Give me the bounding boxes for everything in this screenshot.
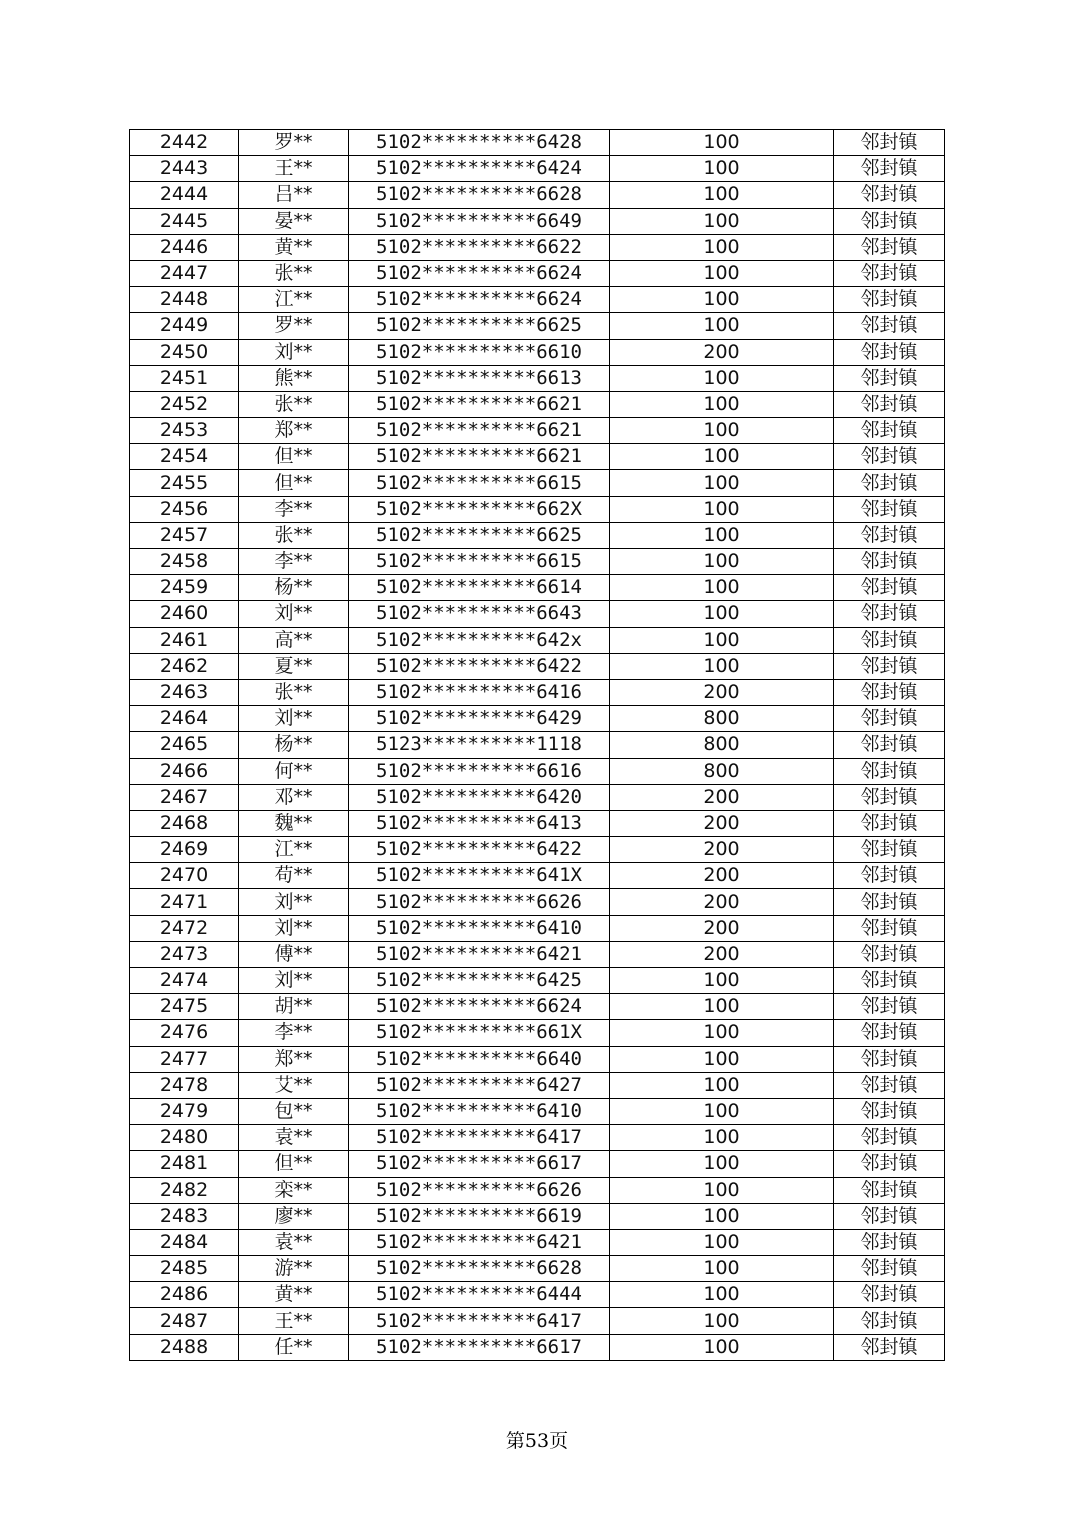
person-name-cell: 王** — [239, 156, 349, 182]
table-row — [130, 994, 945, 1020]
row-number-cell: 2455 — [130, 470, 239, 496]
person-name-cell: 李** — [239, 549, 349, 575]
row-number-cell: 2470 — [130, 863, 239, 889]
row-number-cell: 2450 — [130, 339, 239, 365]
table-row — [130, 968, 945, 994]
table-row — [130, 470, 945, 496]
town-cell: 邻封镇 — [834, 784, 945, 810]
town-cell: 邻封镇 — [834, 1203, 945, 1229]
town-cell: 邻封镇 — [834, 679, 945, 705]
table-row — [130, 496, 945, 522]
row-number-cell: 2443 — [130, 156, 239, 182]
row-number-cell: 2474 — [130, 968, 239, 994]
town-cell: 邻封镇 — [834, 1020, 945, 1046]
amount-cell: 100 — [610, 234, 834, 260]
id-number-cell: 5102**********6619 — [349, 1203, 610, 1229]
person-name-cell: 杨** — [239, 732, 349, 758]
table-row — [130, 758, 945, 784]
town-cell: 邻封镇 — [834, 365, 945, 391]
amount-cell: 100 — [610, 156, 834, 182]
person-name-cell: 罗** — [239, 313, 349, 339]
row-number-cell: 2477 — [130, 1046, 239, 1072]
id-number-cell: 5123**********1118 — [349, 732, 610, 758]
town-cell: 邻封镇 — [834, 837, 945, 863]
row-number-cell: 2481 — [130, 1151, 239, 1177]
town-cell: 邻封镇 — [834, 915, 945, 941]
amount-cell: 100 — [610, 653, 834, 679]
id-number-cell: 5102**********6624 — [349, 994, 610, 1020]
table-row — [130, 1151, 945, 1177]
amount-cell: 100 — [610, 549, 834, 575]
table-row — [130, 784, 945, 810]
amount-cell: 100 — [610, 1282, 834, 1308]
row-number-cell: 2451 — [130, 365, 239, 391]
id-number-cell: 5102**********6422 — [349, 837, 610, 863]
amount-cell: 800 — [610, 758, 834, 784]
town-cell: 邻封镇 — [834, 130, 945, 156]
amount-cell: 100 — [610, 444, 834, 470]
person-name-cell: 但** — [239, 1151, 349, 1177]
table-row — [130, 1203, 945, 1229]
id-number-cell: 5102**********6621 — [349, 444, 610, 470]
row-number-cell: 2452 — [130, 391, 239, 417]
table-row — [130, 260, 945, 286]
town-cell: 邻封镇 — [834, 418, 945, 444]
amount-cell: 100 — [610, 994, 834, 1020]
person-name-cell: 王** — [239, 1308, 349, 1334]
row-number-cell: 2464 — [130, 706, 239, 732]
table-row — [130, 549, 945, 575]
table-row — [130, 365, 945, 391]
table-row — [130, 391, 945, 417]
row-number-cell: 2448 — [130, 287, 239, 313]
town-cell: 邻封镇 — [834, 1229, 945, 1255]
person-name-cell: 江** — [239, 837, 349, 863]
amount-cell: 200 — [610, 941, 834, 967]
amount-cell: 100 — [610, 287, 834, 313]
table-row — [130, 156, 945, 182]
id-number-cell: 5102**********6649 — [349, 208, 610, 234]
row-number-cell: 2456 — [130, 496, 239, 522]
amount-cell: 100 — [610, 968, 834, 994]
table-row — [130, 1098, 945, 1124]
amount-cell: 200 — [610, 915, 834, 941]
town-cell: 邻封镇 — [834, 732, 945, 758]
row-number-cell: 2467 — [130, 784, 239, 810]
town-cell: 邻封镇 — [834, 1072, 945, 1098]
person-name-cell: 刘** — [239, 339, 349, 365]
town-cell: 邻封镇 — [834, 863, 945, 889]
person-name-cell: 栾** — [239, 1177, 349, 1203]
amount-cell: 100 — [610, 1177, 834, 1203]
person-name-cell: 张** — [239, 260, 349, 286]
id-number-cell: 5102**********6425 — [349, 968, 610, 994]
amount-cell: 100 — [610, 1046, 834, 1072]
table-row — [130, 601, 945, 627]
amount-cell: 200 — [610, 837, 834, 863]
person-name-cell: 邓** — [239, 784, 349, 810]
id-number-cell: 5102**********6621 — [349, 391, 610, 417]
table-row — [130, 444, 945, 470]
id-number-cell: 5102**********6427 — [349, 1072, 610, 1098]
person-name-cell: 胡** — [239, 994, 349, 1020]
table-row — [130, 1256, 945, 1282]
id-number-cell: 5102**********662X — [349, 496, 610, 522]
table-row — [130, 837, 945, 863]
town-cell: 邻封镇 — [834, 810, 945, 836]
town-cell: 邻封镇 — [834, 1256, 945, 1282]
id-number-cell: 5102**********6615 — [349, 470, 610, 496]
amount-cell: 100 — [610, 1203, 834, 1229]
id-number-cell: 5102**********6429 — [349, 706, 610, 732]
town-cell: 邻封镇 — [834, 391, 945, 417]
table-row — [130, 653, 945, 679]
person-name-cell: 张** — [239, 391, 349, 417]
row-number-cell: 2479 — [130, 1098, 239, 1124]
table-body — [130, 130, 945, 1361]
table-row — [130, 1282, 945, 1308]
row-number-cell: 2458 — [130, 549, 239, 575]
amount-cell: 100 — [610, 1334, 834, 1360]
row-number-cell: 2465 — [130, 732, 239, 758]
id-number-cell: 5102**********642x — [349, 627, 610, 653]
table-row — [130, 208, 945, 234]
person-name-cell: 包** — [239, 1098, 349, 1124]
id-number-cell: 5102**********6613 — [349, 365, 610, 391]
table-row — [130, 1308, 945, 1334]
town-cell: 邻封镇 — [834, 994, 945, 1020]
table-row — [130, 941, 945, 967]
table-row — [130, 1229, 945, 1255]
amount-cell: 200 — [610, 784, 834, 810]
id-number-cell: 5102**********641X — [349, 863, 610, 889]
town-cell: 邻封镇 — [834, 156, 945, 182]
table-row — [130, 679, 945, 705]
row-number-cell: 2483 — [130, 1203, 239, 1229]
id-number-cell: 5102**********6625 — [349, 522, 610, 548]
id-number-cell: 5102**********6410 — [349, 915, 610, 941]
id-number-cell: 5102**********6444 — [349, 1282, 610, 1308]
table-row — [130, 889, 945, 915]
id-number-cell: 5102**********6410 — [349, 1098, 610, 1124]
id-number-cell: 5102**********6625 — [349, 313, 610, 339]
table-row — [130, 915, 945, 941]
town-cell: 邻封镇 — [834, 234, 945, 260]
person-name-cell: 艾** — [239, 1072, 349, 1098]
town-cell: 邻封镇 — [834, 968, 945, 994]
amount-cell: 100 — [610, 522, 834, 548]
person-name-cell: 高** — [239, 627, 349, 653]
amount-cell: 100 — [610, 627, 834, 653]
table-row — [130, 627, 945, 653]
amount-cell: 100 — [610, 1020, 834, 1046]
amount-cell: 100 — [610, 208, 834, 234]
id-number-cell: 5102**********6422 — [349, 653, 610, 679]
amount-cell: 100 — [610, 365, 834, 391]
table-row — [130, 339, 945, 365]
town-cell: 邻封镇 — [834, 549, 945, 575]
person-name-cell: 黄** — [239, 234, 349, 260]
row-number-cell: 2487 — [130, 1308, 239, 1334]
amount-cell: 100 — [610, 260, 834, 286]
amount-cell: 100 — [610, 182, 834, 208]
amount-cell: 100 — [610, 496, 834, 522]
amount-cell: 100 — [610, 1256, 834, 1282]
person-name-cell: 但** — [239, 444, 349, 470]
table-row — [130, 1334, 945, 1360]
person-name-cell: 晏** — [239, 208, 349, 234]
id-number-cell: 5102**********6628 — [349, 182, 610, 208]
id-number-cell: 5102**********6626 — [349, 1177, 610, 1203]
person-name-cell: 但** — [239, 470, 349, 496]
table-row — [130, 575, 945, 601]
id-number-cell: 5102**********6610 — [349, 339, 610, 365]
row-number-cell: 2461 — [130, 627, 239, 653]
table-row — [130, 418, 945, 444]
row-number-cell: 2484 — [130, 1229, 239, 1255]
row-number-cell: 2476 — [130, 1020, 239, 1046]
person-name-cell: 张** — [239, 679, 349, 705]
id-number-cell: 5102**********6617 — [349, 1334, 610, 1360]
id-number-cell: 5102**********6617 — [349, 1151, 610, 1177]
table-row — [130, 706, 945, 732]
amount-cell: 200 — [610, 863, 834, 889]
town-cell: 邻封镇 — [834, 260, 945, 286]
person-name-cell: 刘** — [239, 889, 349, 915]
table-row — [130, 1020, 945, 1046]
id-number-cell: 5102**********6626 — [349, 889, 610, 915]
table-row — [130, 522, 945, 548]
table-row — [130, 810, 945, 836]
amount-cell: 100 — [610, 418, 834, 444]
table-row — [130, 182, 945, 208]
row-number-cell: 2442 — [130, 130, 239, 156]
amount-cell: 200 — [610, 679, 834, 705]
row-number-cell: 2482 — [130, 1177, 239, 1203]
town-cell: 邻封镇 — [834, 706, 945, 732]
person-name-cell: 李** — [239, 1020, 349, 1046]
person-name-cell: 吕** — [239, 182, 349, 208]
recipient-table — [129, 129, 945, 1361]
row-number-cell: 2480 — [130, 1125, 239, 1151]
town-cell: 邻封镇 — [834, 1151, 945, 1177]
id-number-cell: 5102**********6615 — [349, 549, 610, 575]
person-name-cell: 刘** — [239, 706, 349, 732]
town-cell: 邻封镇 — [834, 627, 945, 653]
town-cell: 邻封镇 — [834, 1098, 945, 1124]
row-number-cell: 2444 — [130, 182, 239, 208]
amount-cell: 100 — [610, 1229, 834, 1255]
town-cell: 邻封镇 — [834, 470, 945, 496]
town-cell: 邻封镇 — [834, 313, 945, 339]
person-name-cell: 袁** — [239, 1125, 349, 1151]
row-number-cell: 2447 — [130, 260, 239, 286]
id-number-cell: 5102**********6643 — [349, 601, 610, 627]
row-number-cell: 2445 — [130, 208, 239, 234]
amount-cell: 100 — [610, 1308, 834, 1334]
id-number-cell: 5102**********6417 — [349, 1308, 610, 1334]
person-name-cell: 袁** — [239, 1229, 349, 1255]
table-row — [130, 1046, 945, 1072]
table-row — [130, 313, 945, 339]
table-row — [130, 863, 945, 889]
town-cell: 邻封镇 — [834, 889, 945, 915]
amount-cell: 100 — [610, 130, 834, 156]
table-row — [130, 234, 945, 260]
id-number-cell: 5102**********6628 — [349, 1256, 610, 1282]
id-number-cell: 5102**********6420 — [349, 784, 610, 810]
table-row — [130, 732, 945, 758]
id-number-cell: 5102**********6622 — [349, 234, 610, 260]
id-number-cell: 5102**********6417 — [349, 1125, 610, 1151]
row-number-cell: 2459 — [130, 575, 239, 601]
row-number-cell: 2446 — [130, 234, 239, 260]
town-cell: 邻封镇 — [834, 758, 945, 784]
row-number-cell: 2485 — [130, 1256, 239, 1282]
person-name-cell: 廖** — [239, 1203, 349, 1229]
id-number-cell: 5102**********6416 — [349, 679, 610, 705]
row-number-cell: 2471 — [130, 889, 239, 915]
person-name-cell: 江** — [239, 287, 349, 313]
person-name-cell: 杨** — [239, 575, 349, 601]
row-number-cell: 2457 — [130, 522, 239, 548]
id-number-cell: 5102**********6640 — [349, 1046, 610, 1072]
amount-cell: 100 — [610, 470, 834, 496]
id-number-cell: 5102**********6621 — [349, 418, 610, 444]
person-name-cell: 李** — [239, 496, 349, 522]
person-name-cell: 郑** — [239, 418, 349, 444]
town-cell: 邻封镇 — [834, 575, 945, 601]
row-number-cell: 2453 — [130, 418, 239, 444]
amount-cell: 200 — [610, 339, 834, 365]
row-number-cell: 2488 — [130, 1334, 239, 1360]
person-name-cell: 郑** — [239, 1046, 349, 1072]
row-number-cell: 2472 — [130, 915, 239, 941]
id-number-cell: 5102**********6424 — [349, 156, 610, 182]
town-cell: 邻封镇 — [834, 1177, 945, 1203]
town-cell: 邻封镇 — [834, 208, 945, 234]
person-name-cell: 刘** — [239, 601, 349, 627]
town-cell: 邻封镇 — [834, 287, 945, 313]
person-name-cell: 熊** — [239, 365, 349, 391]
amount-cell: 100 — [610, 575, 834, 601]
town-cell: 邻封镇 — [834, 182, 945, 208]
amount-cell: 100 — [610, 1098, 834, 1124]
town-cell: 邻封镇 — [834, 601, 945, 627]
amount-cell: 100 — [610, 1072, 834, 1098]
town-cell: 邻封镇 — [834, 1334, 945, 1360]
row-number-cell: 2469 — [130, 837, 239, 863]
town-cell: 邻封镇 — [834, 653, 945, 679]
amount-cell: 100 — [610, 313, 834, 339]
town-cell: 邻封镇 — [834, 444, 945, 470]
town-cell: 邻封镇 — [834, 339, 945, 365]
page-number: 第53页 — [505, 1430, 569, 1452]
amount-cell: 800 — [610, 732, 834, 758]
id-number-cell: 5102**********6413 — [349, 810, 610, 836]
row-number-cell: 2473 — [130, 941, 239, 967]
id-number-cell: 5102**********6614 — [349, 575, 610, 601]
table-row — [130, 130, 945, 156]
row-number-cell: 2468 — [130, 810, 239, 836]
id-number-cell: 5102**********661X — [349, 1020, 610, 1046]
table-row — [130, 1125, 945, 1151]
table-row — [130, 287, 945, 313]
row-number-cell: 2475 — [130, 994, 239, 1020]
person-name-cell: 魏** — [239, 810, 349, 836]
amount-cell: 200 — [610, 889, 834, 915]
town-cell: 邻封镇 — [834, 1308, 945, 1334]
town-cell: 邻封镇 — [834, 496, 945, 522]
id-number-cell: 5102**********6616 — [349, 758, 610, 784]
amount-cell: 200 — [610, 810, 834, 836]
town-cell: 邻封镇 — [834, 522, 945, 548]
id-number-cell: 5102**********6421 — [349, 941, 610, 967]
person-name-cell: 游** — [239, 1256, 349, 1282]
person-name-cell: 黄** — [239, 1282, 349, 1308]
table-row — [130, 1072, 945, 1098]
id-number-cell: 5102**********6624 — [349, 260, 610, 286]
amount-cell: 100 — [610, 1125, 834, 1151]
row-number-cell: 2454 — [130, 444, 239, 470]
person-name-cell: 刘** — [239, 915, 349, 941]
row-number-cell: 2478 — [130, 1072, 239, 1098]
person-name-cell: 张** — [239, 522, 349, 548]
row-number-cell: 2449 — [130, 313, 239, 339]
id-number-cell: 5102**********6428 — [349, 130, 610, 156]
town-cell: 邻封镇 — [834, 1046, 945, 1072]
amount-cell: 100 — [610, 391, 834, 417]
person-name-cell: 罗** — [239, 130, 349, 156]
row-number-cell: 2466 — [130, 758, 239, 784]
town-cell: 邻封镇 — [834, 1282, 945, 1308]
town-cell: 邻封镇 — [834, 1125, 945, 1151]
person-name-cell: 夏** — [239, 653, 349, 679]
person-name-cell: 何** — [239, 758, 349, 784]
id-number-cell: 5102**********6624 — [349, 287, 610, 313]
town-cell: 邻封镇 — [834, 941, 945, 967]
id-number-cell: 5102**********6421 — [349, 1229, 610, 1255]
amount-cell: 800 — [610, 706, 834, 732]
person-name-cell: 任** — [239, 1334, 349, 1360]
amount-cell: 100 — [610, 1151, 834, 1177]
amount-cell: 100 — [610, 601, 834, 627]
row-number-cell: 2486 — [130, 1282, 239, 1308]
person-name-cell: 苟** — [239, 863, 349, 889]
person-name-cell: 傅** — [239, 941, 349, 967]
table-row — [130, 1177, 945, 1203]
row-number-cell: 2460 — [130, 601, 239, 627]
person-name-cell: 刘** — [239, 968, 349, 994]
row-number-cell: 2463 — [130, 679, 239, 705]
row-number-cell: 2462 — [130, 653, 239, 679]
